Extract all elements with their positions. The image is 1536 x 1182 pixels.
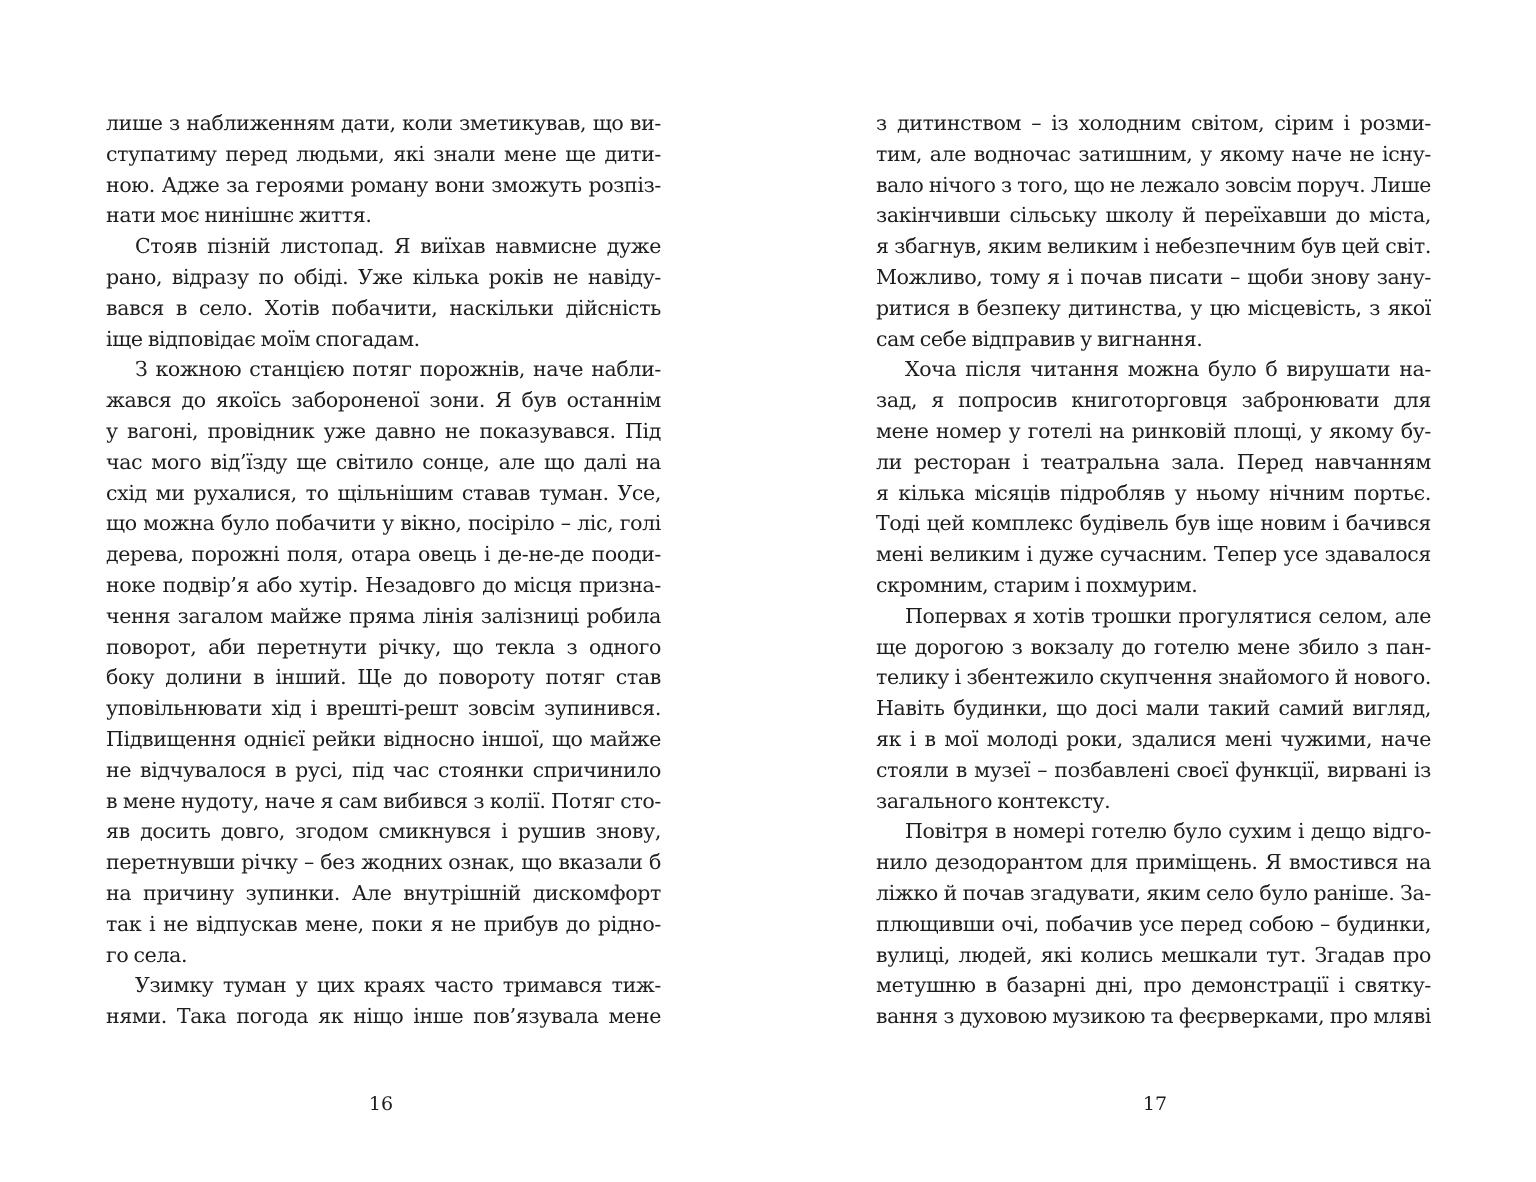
left-page: [106, 108, 661, 1032]
text-line: з дитинством – із холодним світом, сірим і розми-: [876, 111, 1431, 135]
text-line: Повітря в номері готелю було сухим і дещо відго-: [905, 819, 1431, 844]
text-line: ною. Адже за героями роману вони зможуть розпіз-: [106, 172, 661, 197]
text-line: вання з духовою музикою та феєрверками, про млявi: [876, 1004, 1431, 1029]
text-line: боку долини в інший. Ще до повороту потяг став: [106, 665, 661, 690]
text-line: стояли в музеї – позбавлені своєї функції, вирвані із: [876, 757, 1431, 782]
text-line: телику і збентежило скупчення знайомого й нового.: [876, 665, 1431, 690]
text-line: іще відповідає моїм спогадам.: [106, 326, 420, 351]
text-line: ли ресторан і театральна зала. Перед навчанням: [876, 449, 1431, 474]
text-line: Підвищення однієї рейки відносно іншої, що майже: [106, 726, 661, 751]
text-line: поворот, аби перетнути річку, що текла з одного: [106, 634, 661, 659]
text-line: Тоді цей комплекс будівель був іще новим і бачився: [876, 511, 1431, 536]
text-line: чення загалом майже пряма лінія залізниці робила: [106, 603, 661, 628]
text-line: час мого від’їзду ще світило сонце, але що далі на: [106, 449, 661, 474]
text-line: вало нічого з того, що не лежало зовсім поруч. Лише: [876, 172, 1431, 197]
text-line: нати моє нинішнє життя.: [106, 203, 372, 228]
text-line: скромним, старим і похмурим.: [876, 572, 1198, 597]
text-line: як і в мої молоді роки, здалися мені чужими, наче: [876, 726, 1431, 751]
text-line: Хоча після читання можна було б вирушати на-: [905, 357, 1431, 382]
text-line: нило дезодорантом для приміщень. Я вмостився на: [876, 850, 1431, 875]
text-line: загального контексту.: [876, 788, 1111, 813]
text-line: вався в село. Хотів побачити, наскільки дійсність: [106, 295, 661, 320]
page-number-right: 17: [1142, 1093, 1168, 1115]
text-line: З кожною станцією потяг порожнів, наче набли-: [135, 357, 661, 382]
text-line: метушню в базарні дні, про демонстрації і святку-: [876, 973, 1431, 998]
text-line: у вагоні, провідник уже давно не показувався. Під: [106, 418, 661, 443]
text-line: Попервах я хотів трошки прогулятися селом, але: [905, 603, 1431, 628]
text-line: жався до якоїсь забороненої зони. Я був останнім: [106, 388, 661, 413]
text-line: лише з наближенням дати, коли зметикував, що ви-: [106, 111, 661, 135]
right-page: [876, 108, 1431, 1032]
text-line: що можна було побачити у вікно, посіріло – ліс, голі: [106, 511, 661, 536]
text-line: дерева, порожні поля, отара овець і де-не-де пооди-: [106, 542, 661, 567]
text-line: Стояв пізній листопад. Я виїхав навмисне дуже: [135, 234, 661, 259]
text-line: мені великим і дуже сучасним. Тепер усе здавалося: [876, 542, 1431, 567]
text-line: так і не відпускав мене, поки я не прибув до рідно-: [106, 911, 661, 936]
text-line: яв досить довго, згодом смикнувся і рушив знову,: [106, 819, 661, 844]
text-line: перетнувши річку – без жодних ознак, що вказали б: [106, 850, 661, 875]
text-line: в мене нудоту, наче я сам вибився з колії. Потяг сто-: [106, 788, 661, 813]
text-line: схід ми рухалися, то щільнішим ставав туман. Усе,: [106, 480, 661, 505]
text-line: Узимку туман у цих краях часто тримався тиж-: [135, 973, 661, 998]
text-line: закінчивши сільську школу й переїхавши до міста,: [876, 203, 1431, 228]
text-line: не відчувалося в русі, під час стоянки спричинило: [106, 757, 661, 782]
text-line: вулиці, людей, які колись мешкали тут. Згадав про: [876, 942, 1431, 967]
text-line: я збагнув, яким великим і небезпечним був цей світ.: [876, 234, 1431, 259]
text-line: ступатиму перед людьми, які знали мене ще дити-: [106, 141, 661, 166]
text-line: ще дорогою з вокзалу до готелю мене збило з пан-: [876, 634, 1431, 659]
text-line: плющивши очі, побачив усе перед собою – будинки,: [876, 911, 1431, 936]
text-line: уповільнювати хід і врешті-решт зовсім зупинився.: [106, 696, 661, 721]
text-line: го села.: [106, 942, 188, 967]
text-line: ліжко й почав згадувати, яким село було раніше. За-: [876, 880, 1431, 905]
text-line: ноке подвір’я або хутір. Незадовго до місця призна-: [106, 572, 661, 597]
page-number-left: 16: [368, 1093, 394, 1115]
text-line: сам себе відправив у вигнання.: [876, 326, 1203, 351]
text-line: Навіть будинки, що досі мали такий самий вигляд,: [876, 696, 1431, 721]
text-line: ритися в безпеку дитинства, у цю місцевість, з якої: [876, 295, 1431, 320]
text-line: я кілька місяців підробляв у ньому нічним портьє.: [876, 480, 1431, 505]
text-line: нями. Така погода як ніщо інше пов’язувала мене: [106, 1004, 661, 1029]
text-line: зад, я попросив книготорговця забронювати для: [876, 388, 1431, 413]
text-line: Можливо, тому я і почав писати – щоби знову зану-: [876, 264, 1431, 289]
text-line: рано, відразу по обіді. Уже кілька років не навіду-: [106, 264, 661, 289]
text-line: тим, але водночас затишним, у якому наче не існу-: [876, 141, 1431, 166]
text-line: мене номер у готелі на ринковій площі, у якому бу-: [876, 418, 1431, 443]
text-line: на причину зупинки. Але внутрішній дискомфорт: [106, 880, 661, 905]
